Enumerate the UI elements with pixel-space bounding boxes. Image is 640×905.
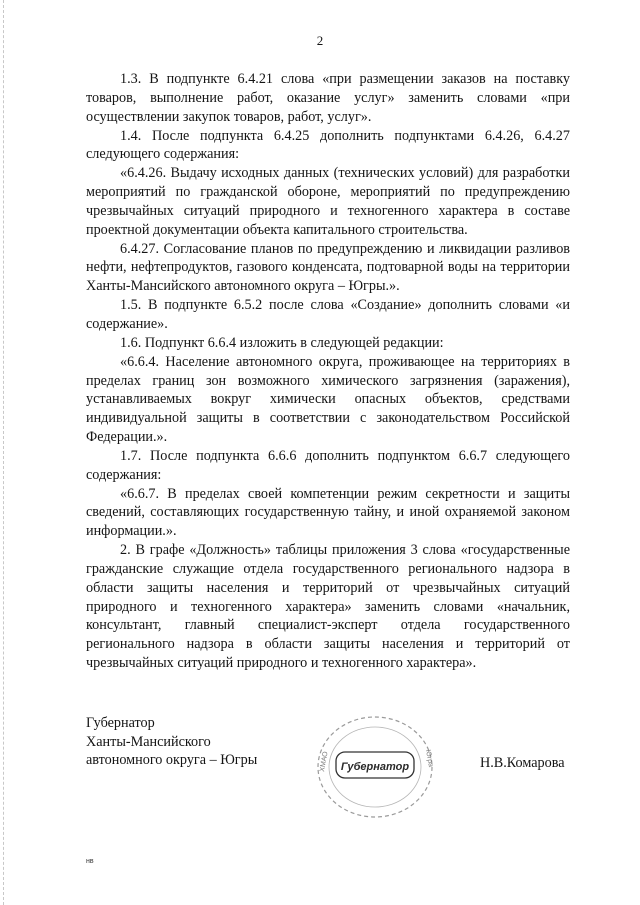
paragraph-6-6-4: «6.6.4. Население автономного округа, проживающее на территориях в пределах границ зон возможного химического загрязнения (заражения), устанавливаемых вокруг химически опасных объектов, средствами индивидуальной защиты в соответствии с законодательством Российской Федерации.».: [86, 353, 570, 446]
document-body: [86, 70, 570, 673]
signer-name: Н.В.Комарова: [480, 755, 565, 771]
paragraph-1-7: 1.7. После подпункта 6.6.6 дополнить подпунктом 6.6.7 следующего содержания:: [86, 447, 570, 483]
signature-title-line-3: автономного округа – Югры: [86, 752, 258, 768]
page-number: 2: [316, 33, 324, 48]
paragraph-6-4-26: «6.4.26. Выдачу исходных данных (технических условий) для разработки мероприятий по гражданской обороне, мероприятий по предупреждению чрезвычайных ситуаций природного и техногенного характера в составе проектной документации объекта капитального строительства.: [86, 165, 570, 238]
signature-title: [86, 714, 257, 770]
signature-title-line-2: Ханты-Мансийского: [86, 733, 211, 750]
footer-mark: нв: [86, 858, 94, 865]
paragraph-1-4: 1.4. После подпункта 6.4.25 дополнить подпунктами 6.4.26, 6.4.27 следующего содержания:: [86, 127, 570, 163]
seal-ring-left-text: ХМАО: [319, 750, 330, 773]
official-seal-stamp: [310, 712, 440, 827]
signature-title-line-1: Губернатор: [86, 715, 155, 731]
paragraph-1-3: 1.3. В подпункте 6.4.21 слова «при размещении заказов на поставку товаров, выполнение работ, оказание услуг» заменить словами «при осуществлении закупок товаров, работ, услуг».: [86, 71, 570, 125]
paragraph-6-4-27: 6.4.27. Согласование планов по предупреждению и ликвидации разливов нефти, нефтепродуктов, газового конденсата, подтоварной воды на территории Ханты-Мансийского автономного округа – Югры.».: [86, 240, 570, 295]
paragraph-2: 2. В графе «Должность» таблицы приложения 3 слова «государственные гражданские служащие отдела государственного регионального надзора в области защиты населения и территорий от чрезвычайных ситуаций природного и техногенного характера» заменить словами «начальник, консультант, главный специалист-эксперт отдела государственного регионального надзора в области защиты населения и территорий от чрезвычайных ситуаций природного и техногенного характера».: [86, 542, 570, 672]
paragraph-1-6: 1.6. Подпункт 6.6.4 изложить в следующей редакции:: [120, 334, 444, 351]
paragraph-1-5: 1.5. В подпункте 6.5.2 после слова «Создание» дополнить словами «и содержание».: [86, 297, 570, 332]
paragraph-6-6-7: «6.6.7. В пределах своей компетенции режим секретности и защиты сведений, составляющих государственную тайну, и иной охраняемой законом информации.».: [86, 485, 570, 540]
page-edge: [3, 0, 5, 905]
seal-center-text: Губернатор: [340, 761, 410, 773]
seal-ring-right-text: Югра: [424, 749, 434, 768]
